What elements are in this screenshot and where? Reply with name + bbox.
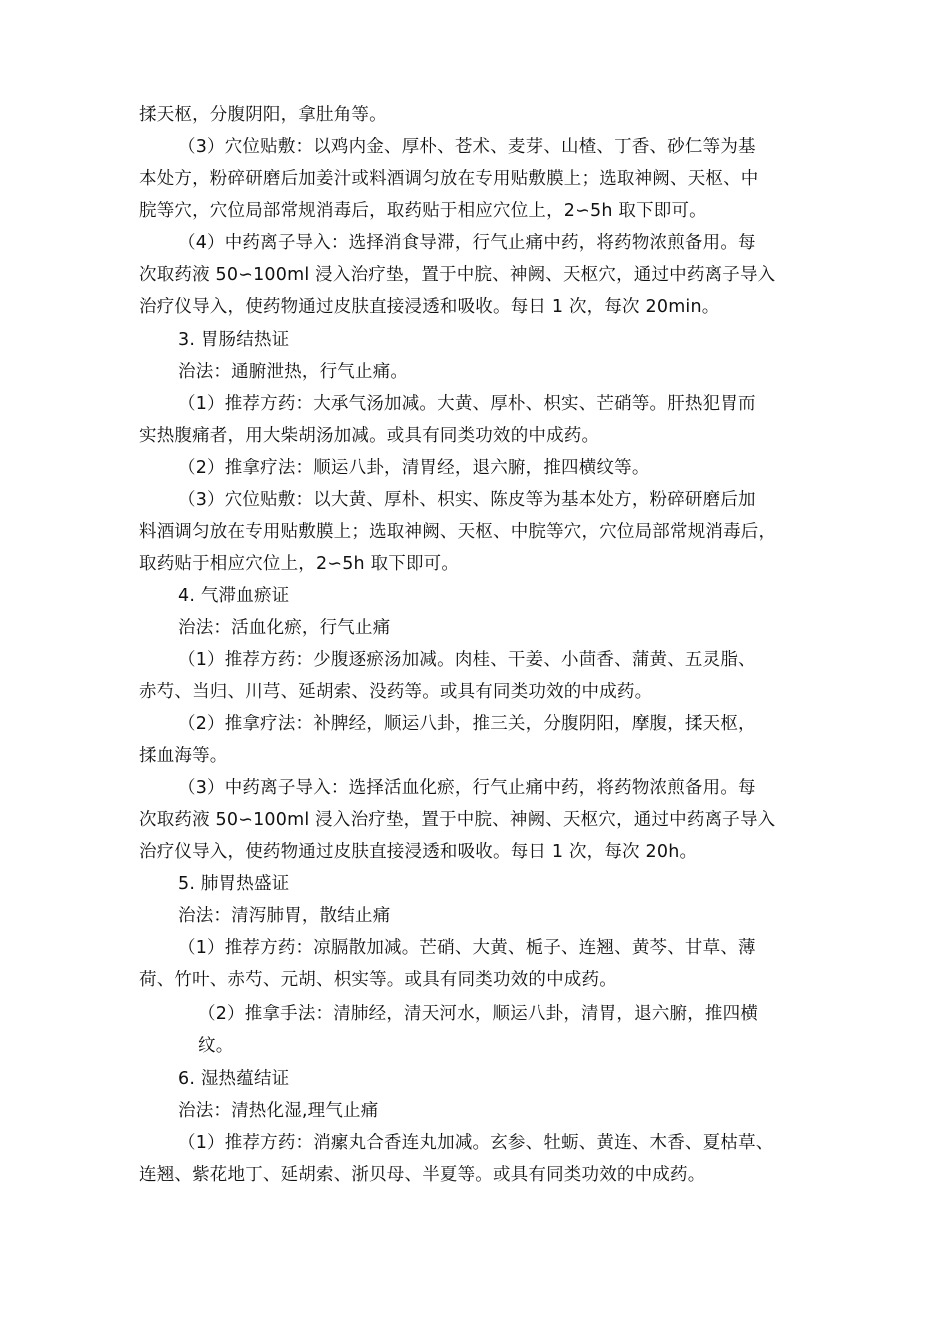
text-line: （1）推荐方药：消瘰丸合香连丸加减。玄参、牡蛎、黄连、木香、夏枯草、	[178, 1133, 774, 1153]
text-line: （2）推拿疗法：顺运八卦，清胃经，退六腑，推四横纹等。	[178, 458, 650, 478]
text-line: 次取药液 50∽100ml 浸入治疗垫，置于中脘、神阙、天枢穴，通过中药离子导入	[139, 810, 776, 830]
section-heading: 5. 肺胃热盛证	[178, 874, 290, 894]
text-line: 赤芍、当归、川芎、延胡索、没药等。或具有同类功效的中成药。	[139, 682, 653, 702]
text-line: （1）推荐方药：凉膈散加减。芒硝、大黄、栀子、连翘、黄芩、甘草、薄	[178, 938, 756, 958]
text-line: 实热腹痛者，用大柴胡汤加减。或具有同类功效的中成药。	[139, 426, 600, 446]
text-line: 连翘、紫花地丁、延胡索、浙贝母、半夏等。或具有同类功效的中成药。	[139, 1165, 706, 1185]
text-line: 纹。	[198, 1036, 234, 1056]
treatment-principle: 治法：活血化瘀，行气止痛	[178, 618, 391, 638]
text-line: 取药贴于相应穴位上，2∽5h 取下即可。	[139, 554, 460, 574]
text-line: （1）推荐方药：少腹逐瘀汤加减。肉桂、干姜、小茴香、蒲黄、五灵脂、	[178, 650, 756, 670]
text-line: 次取药液 50∽100ml 浸入治疗垫，置于中脘、神阙、天枢穴，通过中药离子导入	[139, 265, 776, 285]
section-heading: 6. 湿热蕴结证	[178, 1069, 290, 1089]
text-line: （2）推拿手法：清肺经，清天河水，顺运八卦，清胃，退六腑，推四横	[198, 1004, 759, 1024]
section-heading: 3. 胃肠结热证	[178, 330, 290, 350]
text-line: （3）穴位贴敷：以鸡内金、厚朴、苍术、麦芽、山楂、丁香、砂仁等为基	[178, 137, 756, 157]
text-line: 脘等穴，穴位局部常规消毒后，取药贴于相应穴位上，2∽5h 取下即可。	[139, 201, 707, 221]
text-line: 本处方，粉碎研磨后加姜汁或料酒调匀放在专用贴敷膜上；选取神阙、天枢、中	[139, 169, 759, 189]
text-line: 揉血海等。	[139, 746, 228, 766]
treatment-principle: 治法：清热化湿,理气止痛	[178, 1101, 379, 1121]
text-line: （2）推拿疗法：补脾经，顺运八卦，推三关，分腹阴阳，摩腹，揉天枢，	[178, 714, 756, 734]
treatment-principle: 治法：通腑泄热，行气止痛。	[178, 362, 409, 382]
text-line: 荷、竹叶、赤芍、元胡、枳实等。或具有同类功效的中成药。	[139, 970, 617, 990]
text-line: （3）中药离子导入：选择活血化瘀，行气止痛中药，将药物浓煎备用。每	[178, 778, 756, 798]
text-line: 治疗仪导入，使药物通过皮肤直接浸透和吸收。每日 1 次，每次 20h。	[139, 842, 698, 862]
treatment-principle: 治法：清泻肺胃，散结止痛	[178, 906, 391, 926]
text-line: 揉天枢，分腹阴阳，拿肚角等。	[139, 105, 387, 125]
text-line: 治疗仪导入，使药物通过皮肤直接浸透和吸收。每日 1 次，每次 20min。	[139, 297, 720, 317]
text-line: （3）穴位贴敷：以大黄、厚朴、枳实、陈皮等为基本处方，粉碎研磨后加	[178, 490, 756, 510]
text-line: （1）推荐方药：大承气汤加减。大黄、厚朴、枳实、芒硝等。肝热犯胃而	[178, 394, 756, 414]
text-line: （4）中药离子导入：选择消食导滞，行气止痛中药，将药物浓煎备用。每	[178, 233, 756, 253]
text-line: 料酒调匀放在专用贴敷膜上；选取神阙、天枢、中脘等穴，穴位局部常规消毒后，	[139, 522, 777, 542]
section-heading: 4. 气滞血瘀证	[178, 586, 290, 606]
